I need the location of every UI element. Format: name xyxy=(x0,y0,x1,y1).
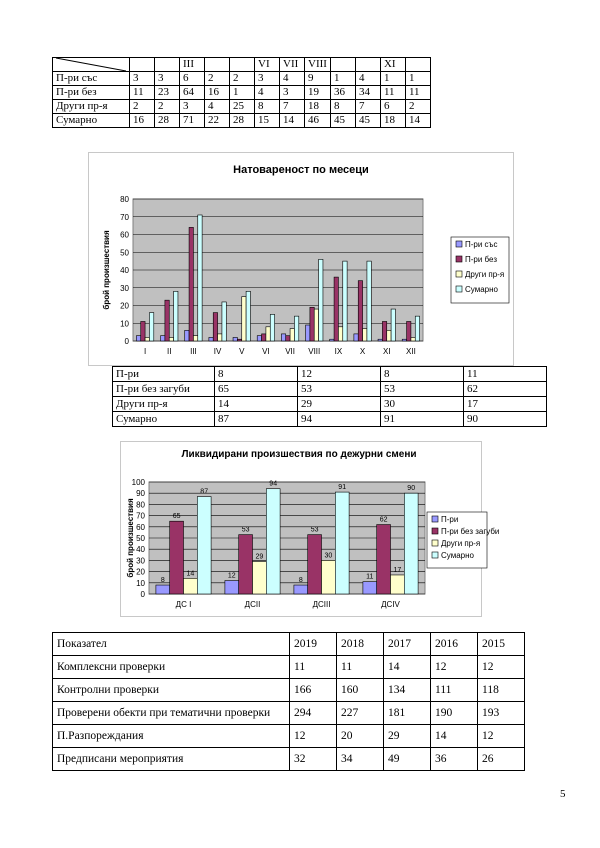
bar xyxy=(174,291,178,341)
legend-label: П-ри без загуби xyxy=(441,527,500,536)
bar xyxy=(391,575,405,594)
table-cell: 94 xyxy=(298,412,381,427)
table-cell: 11 xyxy=(130,86,155,100)
table-row xyxy=(53,748,525,771)
table-cell: 8 xyxy=(255,100,280,114)
y-tick-label: 40 xyxy=(136,545,145,555)
legend-swatch xyxy=(432,552,438,558)
row-label: П-ри без загуби xyxy=(113,382,215,397)
table-cell: 6 xyxy=(380,100,405,114)
legend-label: Други пр-я xyxy=(441,539,481,548)
bar xyxy=(242,297,246,341)
table-cell: 2 xyxy=(205,72,230,86)
table-cell: 11 xyxy=(290,656,337,679)
month-header-cell xyxy=(355,58,380,72)
chart-title: Натовареност по месеци xyxy=(233,164,369,176)
year-header: 2017 xyxy=(384,633,431,656)
month-header-cell: VII xyxy=(280,58,305,72)
table-cell: 134 xyxy=(384,679,431,702)
bar xyxy=(198,215,202,341)
y-tick-label: 50 xyxy=(120,248,129,258)
page-number: 5 xyxy=(560,788,566,800)
monthly-table-corner-cell xyxy=(53,58,130,72)
table-cell: 12 xyxy=(431,656,478,679)
table-cell: 49 xyxy=(384,748,431,771)
bar xyxy=(310,307,314,341)
table-cell: 65 xyxy=(215,382,298,397)
table-cell: 227 xyxy=(337,702,384,725)
bar xyxy=(209,337,213,341)
x-tick-label: XII xyxy=(406,347,416,356)
y-tick-label: 20 xyxy=(120,301,129,311)
data-label: 90 xyxy=(407,485,416,493)
table-cell: 8 xyxy=(215,367,298,382)
table-cell: 62 xyxy=(464,382,547,397)
table-cell: 19 xyxy=(305,86,331,100)
bar xyxy=(290,329,294,341)
diagonal-line xyxy=(56,58,126,71)
table-cell: 16 xyxy=(205,86,230,100)
table-cell: 14 xyxy=(384,656,431,679)
table-cell: 45 xyxy=(330,114,355,128)
month-header-cell xyxy=(405,58,430,72)
bar xyxy=(193,336,197,341)
row-label: Проверени обекти при тематични проверки xyxy=(53,702,290,725)
x-tick-label: ДСIV xyxy=(381,600,400,609)
bar xyxy=(169,337,173,341)
bar xyxy=(218,334,222,341)
y-tick-label: 0 xyxy=(140,590,145,599)
table-cell: 1 xyxy=(405,72,430,86)
table-cell: 18 xyxy=(380,114,405,128)
data-label: 14 xyxy=(186,570,195,578)
table-cell: 46 xyxy=(305,114,331,128)
table-cell: 29 xyxy=(384,725,431,748)
shift-chart-svg xyxy=(121,442,500,616)
table-cell: 181 xyxy=(384,702,431,725)
table-header-row xyxy=(53,633,525,656)
bar xyxy=(239,535,253,594)
table-cell: 18 xyxy=(305,100,331,114)
y-tick-label: 30 xyxy=(120,283,129,293)
table-cell: 14 xyxy=(280,114,305,128)
data-label: 30 xyxy=(324,552,333,560)
table-cell: 4 xyxy=(355,72,380,86)
bar xyxy=(189,227,193,341)
x-tick-label: VI xyxy=(262,347,270,356)
table-row xyxy=(53,72,431,86)
bar xyxy=(222,302,226,341)
table-cell: 1 xyxy=(330,72,355,86)
bar xyxy=(363,582,377,594)
table-row xyxy=(53,656,525,679)
y-tick-label: 20 xyxy=(136,567,145,577)
bar xyxy=(141,321,145,341)
table-row xyxy=(53,702,525,725)
table-cell: 14 xyxy=(431,725,478,748)
table-cell: 30 xyxy=(381,397,464,412)
legend-label: Други пр-я xyxy=(465,270,505,279)
x-tick-label: III xyxy=(190,347,197,356)
x-tick-label: X xyxy=(359,347,366,356)
data-label: 53 xyxy=(310,526,319,534)
row-label: П-ри със xyxy=(53,72,130,86)
bar xyxy=(253,562,267,594)
bar xyxy=(266,327,270,341)
table-cell: 190 xyxy=(431,702,478,725)
data-label: 62 xyxy=(379,516,388,524)
table-cell: 20 xyxy=(337,725,384,748)
month-header-cell xyxy=(230,58,255,72)
bar xyxy=(407,321,411,341)
table-cell: 26 xyxy=(478,748,525,771)
table-cell: 11 xyxy=(464,367,547,382)
legend-swatch xyxy=(456,241,462,247)
table-row xyxy=(53,86,431,100)
table-cell: 3 xyxy=(280,86,305,100)
y-tick-label: 10 xyxy=(120,319,129,329)
table-cell: 8 xyxy=(330,100,355,114)
table-cell: 3 xyxy=(255,72,280,86)
table-row xyxy=(113,367,547,382)
bar xyxy=(411,337,415,341)
y-tick-label: 30 xyxy=(136,556,145,566)
table-cell: 6 xyxy=(180,72,205,86)
table-cell: 34 xyxy=(355,86,380,100)
month-header-cell: VIII xyxy=(305,58,331,72)
data-label: 91 xyxy=(338,484,347,492)
legend-label: П-ри xyxy=(441,515,459,524)
table-cell: 32 xyxy=(290,748,337,771)
month-header-cell xyxy=(205,58,230,72)
table-cell: 36 xyxy=(330,86,355,100)
month-header-cell: XI xyxy=(380,58,405,72)
table-cell: 294 xyxy=(290,702,337,725)
table-cell: 12 xyxy=(290,725,337,748)
table-cell: 90 xyxy=(464,412,547,427)
y-tick-label: 80 xyxy=(120,195,129,204)
x-tick-label: I xyxy=(143,347,147,356)
bar xyxy=(149,313,153,341)
monthly-table-header-row xyxy=(53,58,431,72)
x-tick-label: ДСIII xyxy=(312,600,331,609)
monthly-chart xyxy=(88,152,514,366)
bar xyxy=(213,313,217,341)
table-cell: 4 xyxy=(205,100,230,114)
table-cell: 23 xyxy=(155,86,180,100)
bar xyxy=(306,325,310,341)
bar xyxy=(233,337,237,341)
month-header-cell xyxy=(130,58,155,72)
table-cell: 2 xyxy=(405,100,430,114)
bar xyxy=(136,336,140,341)
x-tick-label: II xyxy=(167,347,172,356)
table-cell: 15 xyxy=(255,114,280,128)
table-cell: 14 xyxy=(215,397,298,412)
row-label: Други пр-я xyxy=(113,397,215,412)
table-cell: 87 xyxy=(215,412,298,427)
table-cell: 16 xyxy=(130,114,155,128)
bar xyxy=(354,334,358,341)
bar xyxy=(377,525,391,594)
bar xyxy=(270,314,274,341)
data-label: 87 xyxy=(200,488,209,496)
bar xyxy=(319,259,323,341)
table-cell: 14 xyxy=(405,114,430,128)
legend-swatch xyxy=(456,256,462,262)
legend-label: Сумарно xyxy=(465,285,498,294)
x-tick-label: IX xyxy=(334,347,343,356)
table-cell: 118 xyxy=(478,679,525,702)
table-cell: 12 xyxy=(298,367,381,382)
column-header: Показател xyxy=(53,633,290,656)
bar xyxy=(382,321,386,341)
bar xyxy=(266,489,280,594)
table-row xyxy=(53,114,431,128)
x-tick-label: V xyxy=(239,347,245,356)
legend-swatch xyxy=(456,271,462,277)
bar xyxy=(367,261,371,341)
y-tick-label: 10 xyxy=(136,578,145,588)
table-cell: 166 xyxy=(290,679,337,702)
bar xyxy=(145,337,149,341)
bar xyxy=(391,309,395,341)
table-row xyxy=(53,679,525,702)
y-tick-label: 70 xyxy=(136,511,145,521)
table-cell: 71 xyxy=(180,114,205,128)
table-cell: 45 xyxy=(355,114,380,128)
y-tick-label: 70 xyxy=(120,212,129,222)
bar xyxy=(378,339,382,341)
data-label: 8 xyxy=(160,577,165,585)
table-cell: 53 xyxy=(298,382,381,397)
x-tick-label: ДС I xyxy=(175,600,192,609)
bar xyxy=(322,560,336,594)
y-axis-label: брой произшествия xyxy=(102,230,111,310)
bar xyxy=(165,300,169,341)
table-cell: 53 xyxy=(381,382,464,397)
row-label: Предписани мероприятия xyxy=(53,748,290,771)
bar xyxy=(161,336,165,341)
data-label: 8 xyxy=(298,577,303,585)
row-label: Други пр-я xyxy=(53,100,130,114)
legend-swatch xyxy=(432,528,438,534)
shift-chart xyxy=(120,441,500,617)
table-cell: 64 xyxy=(180,86,205,100)
table-cell: 4 xyxy=(255,86,280,100)
bar xyxy=(415,316,419,341)
shift-table xyxy=(112,366,547,427)
bar xyxy=(363,329,367,341)
data-label: 53 xyxy=(241,526,250,534)
table-cell: 2 xyxy=(130,100,155,114)
table-cell: 7 xyxy=(355,100,380,114)
bar xyxy=(387,330,391,341)
table-row xyxy=(113,382,547,397)
month-header-cell xyxy=(155,58,180,72)
bar xyxy=(170,521,184,594)
data-label: 17 xyxy=(393,566,402,574)
table-cell: 12 xyxy=(478,656,525,679)
chart-title: Ликвидирани произшествия по дежурни смени xyxy=(181,449,417,460)
legend-swatch xyxy=(432,516,438,522)
y-tick-label: 90 xyxy=(136,489,145,499)
bar xyxy=(334,277,338,341)
table-cell: 29 xyxy=(298,397,381,412)
bar xyxy=(308,535,322,594)
bar xyxy=(335,492,349,594)
row-label: П-ри xyxy=(113,367,215,382)
x-tick-label: IV xyxy=(213,347,222,356)
table-row xyxy=(113,412,547,427)
table-cell: 8 xyxy=(381,367,464,382)
month-header-cell: III xyxy=(180,58,205,72)
month-header-cell: VI xyxy=(255,58,280,72)
bar xyxy=(262,334,266,341)
bar xyxy=(286,336,290,341)
bar xyxy=(358,281,362,341)
bar xyxy=(314,309,318,341)
row-label: Комплексни проверки xyxy=(53,656,290,679)
legend-label: П-ри без xyxy=(465,255,497,264)
data-label: 12 xyxy=(227,572,236,580)
year-header: 2018 xyxy=(337,633,384,656)
bar xyxy=(402,339,406,341)
year-header: 2015 xyxy=(478,633,525,656)
table-cell: 2 xyxy=(230,72,255,86)
table-cell: 34 xyxy=(337,748,384,771)
y-tick-label: 80 xyxy=(136,500,145,510)
table-cell: 2 xyxy=(155,100,180,114)
y-tick-label: 60 xyxy=(120,230,129,240)
row-label: Контролни проверки xyxy=(53,679,290,702)
bar xyxy=(184,578,198,594)
row-label: Сумарно xyxy=(53,114,130,128)
table-cell: 11 xyxy=(405,86,430,100)
table-row xyxy=(53,725,525,748)
bar xyxy=(225,581,239,594)
bar xyxy=(281,334,285,341)
table-cell: 1 xyxy=(230,86,255,100)
bar xyxy=(404,493,418,594)
year-header: 2016 xyxy=(431,633,478,656)
table-cell: 3 xyxy=(130,72,155,86)
table-cell: 3 xyxy=(180,100,205,114)
bar xyxy=(156,585,170,594)
x-tick-label: ДСII xyxy=(244,600,261,609)
y-tick-label: 50 xyxy=(136,534,145,543)
x-tick-label: VII xyxy=(285,347,295,356)
bar xyxy=(185,330,189,341)
y-tick-label: 60 xyxy=(136,522,145,532)
y-axis-label: брой произшествия xyxy=(126,498,135,578)
bar xyxy=(246,291,250,341)
x-tick-label: XI xyxy=(382,347,391,356)
monthly-chart-svg xyxy=(89,153,513,365)
table-cell: 22 xyxy=(205,114,230,128)
table-cell: 36 xyxy=(431,748,478,771)
data-label: 65 xyxy=(172,513,181,521)
bar xyxy=(294,316,298,341)
table-cell: 11 xyxy=(380,86,405,100)
bar xyxy=(257,336,261,341)
y-tick-label: 0 xyxy=(124,337,129,346)
bar xyxy=(343,261,347,341)
table-cell: 1 xyxy=(380,72,405,86)
y-tick-label: 100 xyxy=(131,478,145,487)
table-cell: 28 xyxy=(230,114,255,128)
bar xyxy=(294,585,308,594)
year-header: 2019 xyxy=(290,633,337,656)
y-tick-label: 40 xyxy=(120,266,129,275)
row-label: Сумарно xyxy=(113,412,215,427)
bar xyxy=(237,339,241,341)
table-cell: 9 xyxy=(305,72,331,86)
bar xyxy=(197,497,211,594)
monthly-table xyxy=(52,57,431,128)
table-cell: 12 xyxy=(478,725,525,748)
data-label: 29 xyxy=(255,553,264,561)
legend-label: П-ри със xyxy=(465,240,498,249)
legend-swatch xyxy=(456,286,462,292)
table-row xyxy=(53,100,431,114)
table-cell: 3 xyxy=(155,72,180,86)
table-cell: 25 xyxy=(230,100,255,114)
table-cell: 111 xyxy=(431,679,478,702)
legend-label: Сумарно xyxy=(441,551,474,560)
legend-swatch xyxy=(432,540,438,546)
table-cell: 11 xyxy=(337,656,384,679)
month-header-cell xyxy=(330,58,355,72)
table-cell: 160 xyxy=(337,679,384,702)
table-row xyxy=(113,397,547,412)
table-cell: 7 xyxy=(280,100,305,114)
table-cell: 91 xyxy=(381,412,464,427)
x-tick-label: VIII xyxy=(308,347,321,356)
bar xyxy=(330,339,334,341)
table-cell: 28 xyxy=(155,114,180,128)
table-cell: 17 xyxy=(464,397,547,412)
row-label: П.Разпореждания xyxy=(53,725,290,748)
indicators-table xyxy=(52,632,525,771)
data-label: 94 xyxy=(269,480,278,488)
data-label: 11 xyxy=(366,573,374,581)
row-label: П-ри без xyxy=(53,86,130,100)
table-cell: 4 xyxy=(280,72,305,86)
bar xyxy=(338,327,342,341)
table-cell: 193 xyxy=(478,702,525,725)
